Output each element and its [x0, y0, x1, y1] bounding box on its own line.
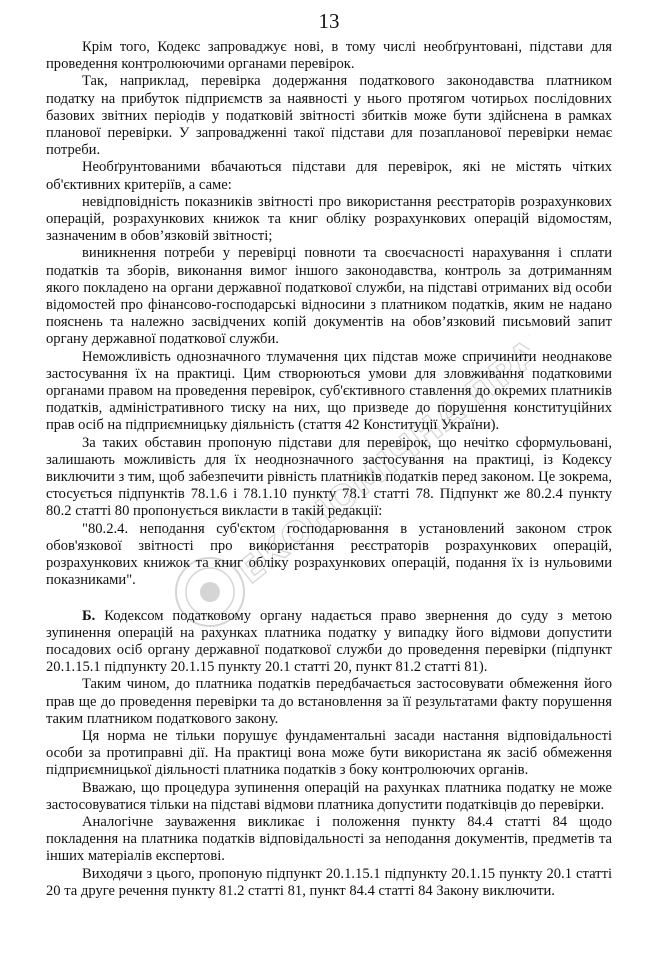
document-body [46, 39, 612, 900]
paragraph: Ця норма не тільки порушує фундаментальні засади настання відповідальності особи за протиправні дії. На практиці вона може бути використана як засіб обмеження підприємницької діяльності платника податків з боку контролюючих органів. [46, 727, 612, 779]
watermark-text: ЕКОНОМІЧНА ПРАВДА [230, 330, 530, 593]
paragraph: Аналогічне зауваження викликає і положення пункту 84.4 статті 84 щодо покладення на платника податків відповідальності за неподання документів, предметів та інших матеріалів експертові. [46, 813, 612, 865]
section-b-paragraph [46, 608, 612, 677]
section-b-text: Кодексом податковому органу надається право звернення до суду з метою зупинення операцій на рахунках платника податку у випадку його відмови допустити посадових осіб органу державної податкової служби до проведення перевірки (підпункт 20.1.15.1 підпункту 20.1.15 пункту 20.1 статті 20, пункт 81.2 статті 81). [46, 607, 612, 676]
paragraph: Вважаю, що процедура зупинення операцій на рахунках платника податку не може застосовуватися тільки на підставі відмови платника допустити податківців до перевірки. [46, 779, 612, 813]
paragraph: Неможливість однозначного тлумачення цих підстав може спричинити неоднакове застосування їх на практиці. Цим створюються умови для зловживання податковими органами правом на проведення перевірок, суб'єктивного ставлення до окремих платників податків, адміністративного тиску на них, що призведе до порушення конституційних прав осіб на підприємницьку діяльність (стаття 42 Конституції України). [46, 348, 612, 434]
page-number: 13 [318, 9, 340, 33]
paragraph: Так, наприклад, перевірка додержання податкового законодавства платником податку на прибуток підприємств за наявності у нього протягом чотирьох послідовних базових звітних періодів у податковій звітності збитків може бути здійснена в рамках планової перевірки. У запровадженні такої підстави для позапланової перевірки немає потреби. [46, 73, 612, 159]
paragraph: Виходячи з цього, пропоную підпункт 20.1.15.1 підпункту 20.1.15 пункту 20.1 статті 20 та друге речення пункту 81.2 статті 81, пункт 84.4 статті 84 Закону виключити. [46, 865, 612, 899]
quoted-paragraph: "80.2.4. неподання суб'єктом господарювання в установлений законом строк обов'язкової звітності про використання реєстраторів розрахункових операцій, розрахункових книжок та книг обліку розрахункових операцій, подання їх із нульовими показниками". [46, 520, 612, 589]
paragraph: Таким чином, до платника податків передбачається застосовувати обмеження його прав ще до проведення перевірки та до встановлення за її результатами факту порушення таким платником податкового закону. [46, 676, 612, 727]
section-b-label: Б. [82, 607, 96, 624]
paragraph: Необґрунтованими вбачаються підстави для перевірок, які не містять чітких об'єктивних критеріїв, а саме: [46, 159, 612, 193]
paragraph: За таких обставин пропоную підстави для перевірок, що нечітко сформульовані, залишають можливість для їх неоднозначного застосування на практиці, із Кодексу виключити з тим, щоб забезпечити рівність платників податків перед законом. Це зокрема, стосується підпунктів 78.1.6 і 78.1.10 пункту 78.1 статті 78. Підпункт же 80.2.4 пункту 80.2 статті 80 пропонується викласти в такій редакції: [46, 434, 612, 520]
paragraph: Крім того, Кодекс запроваджує нові, в тому числі необґрунтовані, підстави для проведення контролюючими органами перевірок. [46, 39, 612, 73]
blank-line [46, 590, 612, 608]
paragraph: невідповідність показників звітності про використання реєстраторів розрахункових операцій, розрахункових книжок та книг обліку розрахункових операцій відомостям, зазначеним в обов’язковій звітності; [46, 193, 612, 245]
paragraph: виникнення потреби у перевірці повноти та своєчасності нарахування і сплати податків та зборів, виконання вимог іншого законодавства, контроль за дотриманням якого покладено на органи державної податкової служби, на підставі отриманих від особи відомостей про фінансово-господарські відносини з платником податків, яким не надано пояснень та належно засвідчених копій документів на обов’язковий письмовий запит органу державної податкової служби. [46, 245, 612, 348]
